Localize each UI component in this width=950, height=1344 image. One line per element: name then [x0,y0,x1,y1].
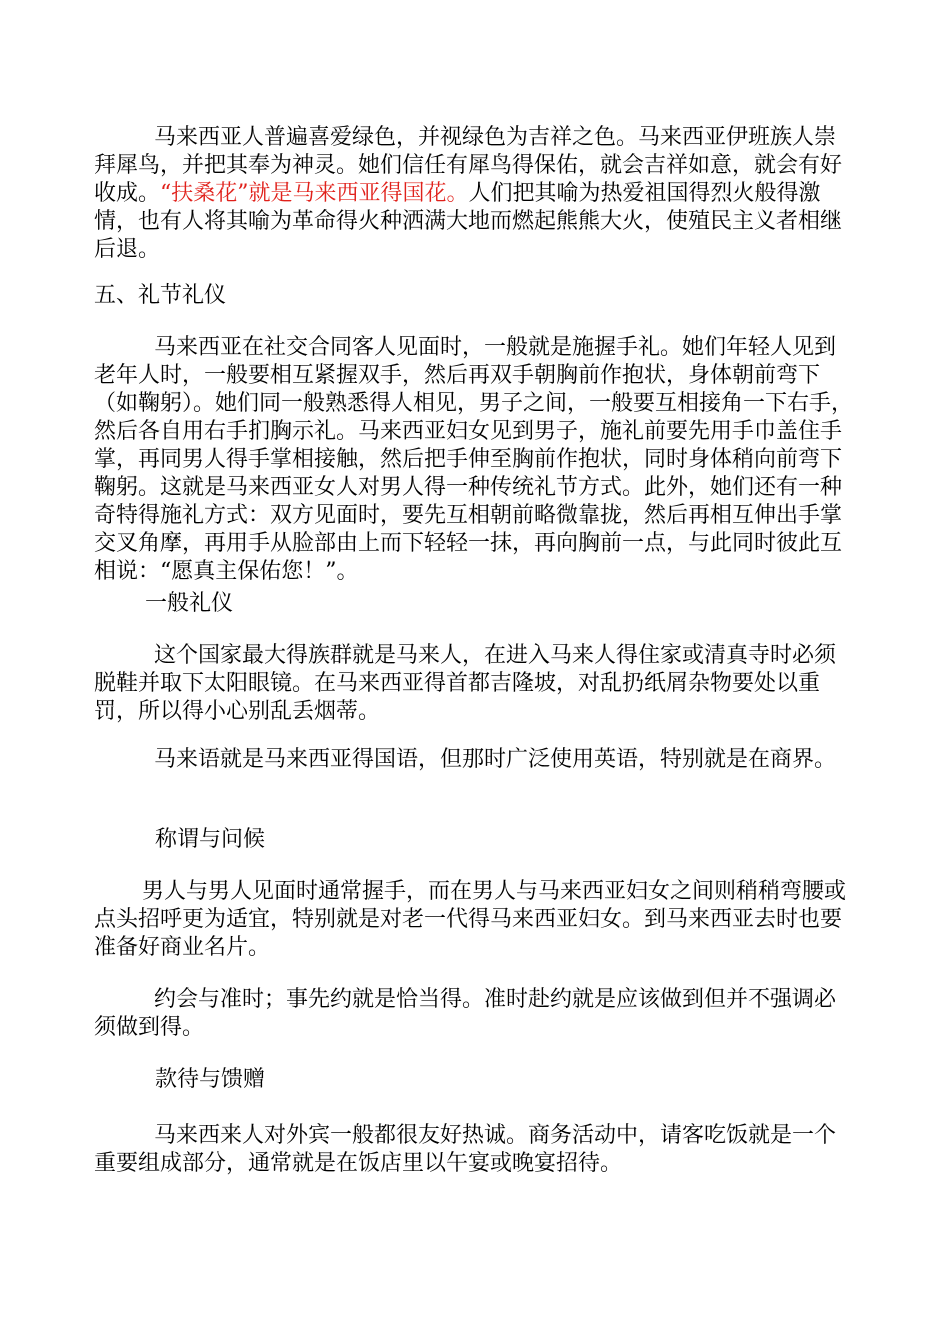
section-heading-etiquette: 五、礼节礼仪 [94,283,227,308]
paragraph-malay-people: 这个国家最大得族群就是马来人，在进入马来人得住家或清真寺时必须脱鞋并取下太阳眼镜。在马来西亚得首都吉隆坡，对乱扔纸屑杂物要处以重罚，所以得小心别乱丢烟蒂。 [94,643,837,724]
subheading-general-etiquette: 一般礼仪 [145,591,234,616]
paragraph-national-flower [94,124,854,264]
text-green-and-hornbill: 马来西亚人普遍喜爱绿色，并视绿色为吉祥之色。马来西亚伊班族人崇拜犀鸟，并把其奉为神灵。她们信任有犀鸟得保佑，就会吉祥如意，就会有好收成。 [94,125,843,206]
paragraph-handshake: 男人与男人见面时通常握手，而在男人与马来西亚妇女之间则稍稍弯腰或点头招呼更为适宜，特别就是对老一代得马来西亚妇女。到马来西亚去时也要准备好商业名片。 [94,879,847,960]
paragraph-business-dining: 马来西来人对外宾一般都很友好热诚。商务活动中，请客吃饭就是一个重要组成部分，通常就是在饭店里以午宴或晚宴招待。 [94,1123,837,1176]
text-national-flower-highlight: “扶桑花”就是马来西亚得国花。 [160,181,469,206]
paragraph-greeting-customs: 马来西亚在社交合同客人见面时，一般就是施握手礼。她们年轻人见到老年人时，一般要相互紧握双手，然后再双手朝胸前作抱状，身体朝前弯下（如鞠躬）。她们同一般熟悉得人相见，男子之间，一般要互相接角一下右手，然后各自用右手扪胸示礼。马来西亚妇女见到男子，施礼前要先用手巾盖住手掌，再同男人得手掌相接触，然后把手伸至胸前作抱状，同时身体稍向前弯下鞠躬。这就是马来西亚女人对男人得一种传统礼节方式。此外，她们还有一种奇特得施礼方式：双方见面时，要先互相朝前略微靠拢，然后再相互伸出手掌交叉角摩，再用手从脸部由上而下轻轻一抹，再向胸前一点，与此同时彼此互相说：“愿真主保佑您！”。 [94,335,854,584]
paragraph-appointments: 约会与准时；事先约就是恰当得。准时赴约就是应该做到但并不强调必须做到得。 [94,987,837,1040]
text-flower-meaning: 人们把其喻为热爱祖国得烈火般得激情，也有人将其喻为革命得火种洒满大地而燃起熊熊大火，使殖民主义者相继后退。 [94,181,843,262]
subheading-greetings: 称谓与问候 [155,827,266,852]
paragraph-language: 马来语就是马来西亚得国语，但那时广泛使用英语，特别就是在商界。 [154,747,837,772]
subheading-hospitality: 款待与馈赠 [155,1067,266,1092]
